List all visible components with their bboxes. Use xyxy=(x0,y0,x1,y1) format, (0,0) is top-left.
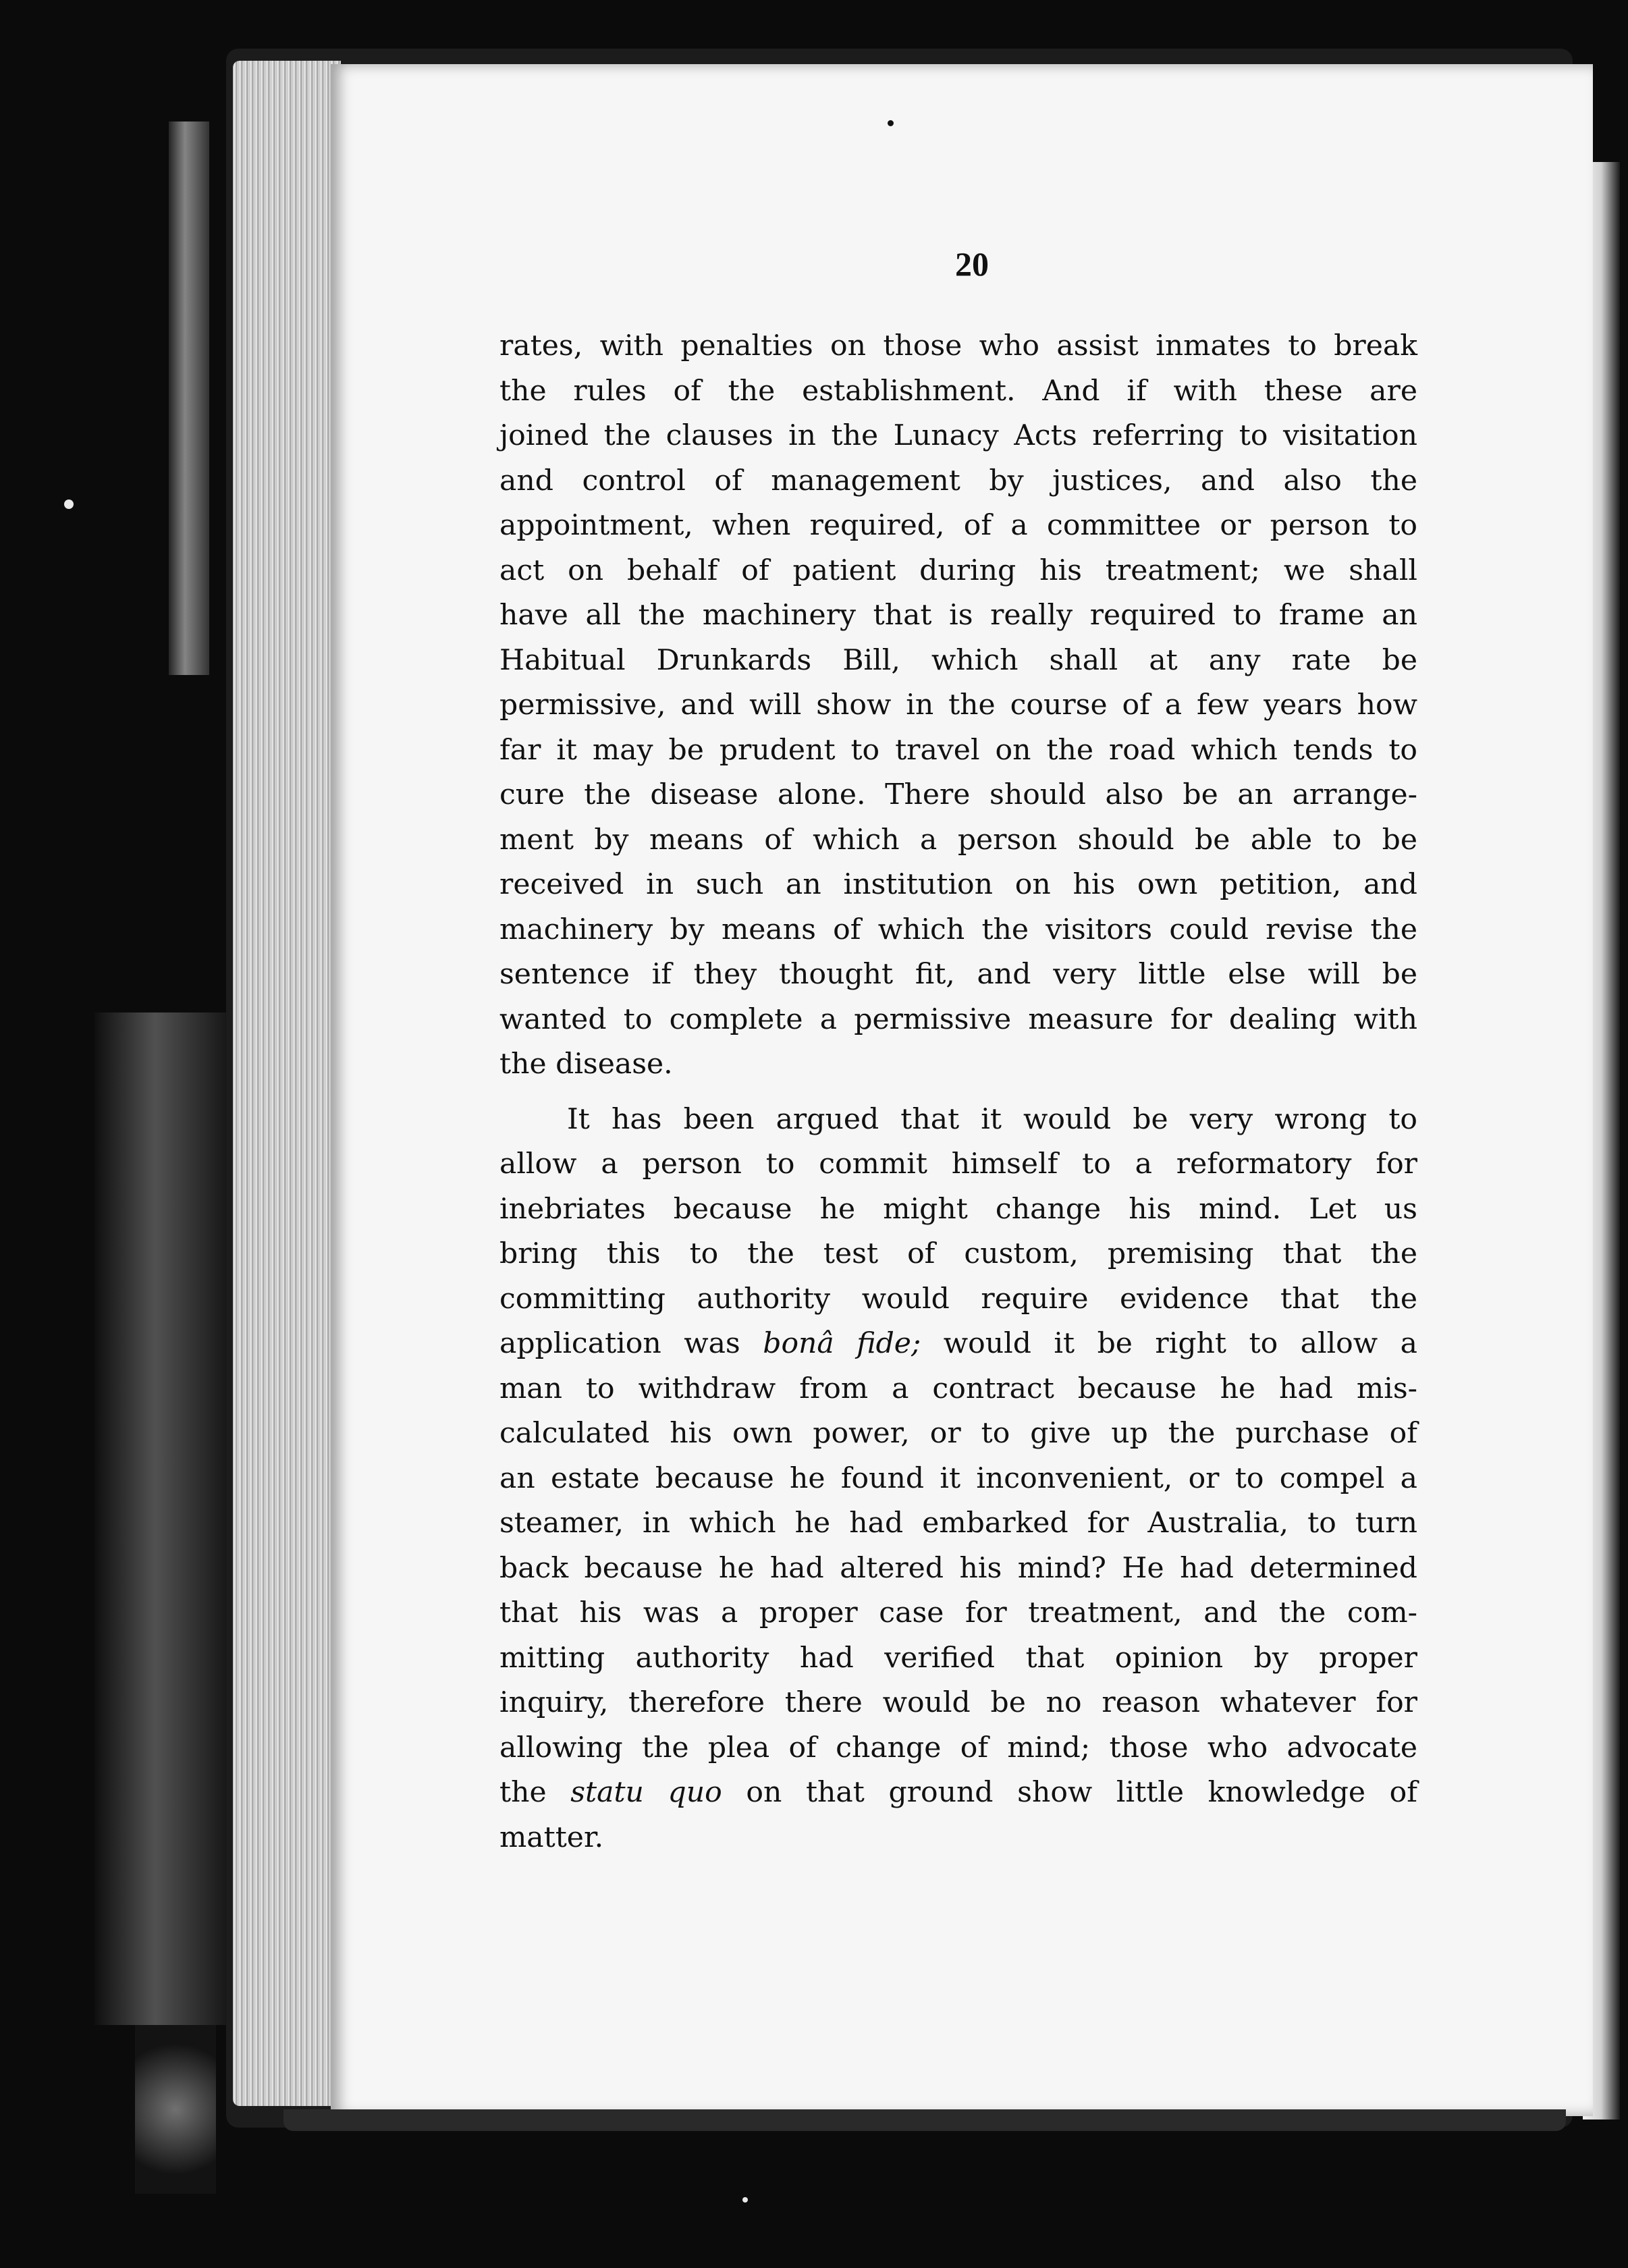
text-line xyxy=(499,639,1417,684)
text-segment: inebriates because he might change his mind. Let us xyxy=(499,1192,1417,1226)
text-segment: permissive, and will show in the course of a few years how xyxy=(499,688,1417,722)
dust-speck xyxy=(742,2197,748,2203)
dust-speck xyxy=(64,500,74,509)
text-segment: the xyxy=(499,1776,571,1809)
text-segment: steamer, in which he had embarked for Australia, to turn xyxy=(499,1507,1417,1540)
text-line xyxy=(499,549,1417,594)
text-segment: inquiry, therefore there would be no reason whatever for xyxy=(499,1686,1417,1719)
paragraph xyxy=(499,324,1417,1087)
text-segment: sentence if they thought fit, and very little else will be xyxy=(499,958,1417,991)
text-line xyxy=(499,1322,1417,1367)
torn-paper-fragment xyxy=(94,1013,229,2025)
text-line xyxy=(499,1726,1417,1771)
torn-paper-fragment xyxy=(169,122,209,675)
body-text xyxy=(499,324,1417,1860)
text-line xyxy=(499,504,1417,549)
text-line xyxy=(499,369,1417,414)
text-segment: would it be right to allow a xyxy=(921,1327,1417,1360)
text-segment: matter. xyxy=(499,1820,604,1854)
text-segment: application was xyxy=(499,1327,763,1360)
page-edges xyxy=(233,61,341,2106)
italic-phrase: bonâ fide; xyxy=(763,1327,921,1360)
text-line xyxy=(499,1232,1417,1277)
text-segment: received in such an institution on his own petition, and xyxy=(499,868,1417,901)
book-bottom-edge xyxy=(283,2109,1566,2131)
text-line xyxy=(499,324,1417,369)
text-segment: back because he had altered his mind? He had determined xyxy=(499,1551,1417,1585)
text-line xyxy=(499,1042,1417,1087)
text-line xyxy=(499,818,1417,863)
text-line xyxy=(499,998,1417,1043)
text-line xyxy=(499,414,1417,459)
text-segment: allow a person to commit himself to a reformatory for xyxy=(499,1148,1417,1181)
text-segment: the rules of the establishment. And if with these are xyxy=(499,374,1417,408)
text-line xyxy=(499,1771,1417,1816)
text-line xyxy=(499,1367,1417,1412)
text-segment: committing authority would require evidence that the xyxy=(499,1282,1417,1316)
text-line xyxy=(499,683,1417,728)
text-segment: mitting authority had verified that opinion by proper xyxy=(499,1641,1417,1675)
text-segment: cure the disease alone. There should also be an arrange- xyxy=(499,778,1417,811)
text-line xyxy=(499,1546,1417,1592)
text-line xyxy=(499,1187,1417,1233)
text-segment: rates, with penalties on those who assist inmates to break xyxy=(499,329,1417,362)
text-line xyxy=(499,1636,1417,1681)
text-line xyxy=(499,863,1417,908)
text-line xyxy=(499,773,1417,818)
text-segment: have all the machinery that is really required to frame an xyxy=(499,599,1417,632)
text-line xyxy=(499,1411,1417,1457)
text-segment: wanted to complete a permissive measure for dealing with xyxy=(499,1002,1417,1036)
text-segment: that his was a proper case for treatment, and the com- xyxy=(499,1596,1417,1629)
text-line xyxy=(499,1457,1417,1502)
text-segment: machinery by means of which the visitors could revise the xyxy=(499,913,1417,946)
ink-speck xyxy=(888,120,894,126)
text-segment: the disease. xyxy=(499,1048,673,1081)
text-segment: It has been argued that it would be very wrong to xyxy=(567,1102,1417,1136)
text-line xyxy=(499,459,1417,504)
torn-paper-fragment xyxy=(135,2025,216,2194)
text-segment: allowing the plea of change of mind; those who advocate xyxy=(499,1731,1417,1764)
text-segment: on that ground show little knowledge of xyxy=(722,1776,1417,1809)
text-line xyxy=(499,1591,1417,1636)
text-segment: man to withdraw from a contract because he had mis- xyxy=(499,1372,1417,1405)
text-line xyxy=(499,1277,1417,1322)
text-line xyxy=(499,593,1417,639)
paragraph xyxy=(499,1098,1417,1861)
text-segment: appointment, when required, of a committee or person to xyxy=(499,509,1417,542)
text-segment: joined the clauses in the Lunacy Acts referring to visitation xyxy=(499,419,1417,452)
italic-phrase: statu quo xyxy=(570,1776,722,1809)
text-line xyxy=(499,728,1417,774)
text-segment: act on behalf of patient during his treatment; we shall xyxy=(499,554,1417,587)
text-segment: an estate because he found it inconvenient, or to compel a xyxy=(499,1461,1417,1495)
text-segment: bring this to the test of custom, premising that the xyxy=(499,1237,1417,1270)
text-line xyxy=(499,908,1417,953)
text-segment: ment by means of which a person should be able to be xyxy=(499,823,1417,857)
text-segment: Habitual Drunkards Bill, which shall at any rate be xyxy=(499,643,1417,677)
text-line xyxy=(499,1501,1417,1546)
paragraph-gap xyxy=(499,1087,1417,1098)
text-line xyxy=(499,952,1417,998)
text-line xyxy=(499,1142,1417,1187)
text-segment: far it may be prudent to travel on the road which tends to xyxy=(499,733,1417,767)
text-line xyxy=(499,1098,1417,1143)
text-segment: and control of management by justices, and also the xyxy=(499,464,1417,497)
text-line xyxy=(499,1681,1417,1726)
text-segment: calculated his own power, or to give up the purchase of xyxy=(499,1417,1417,1450)
page-number: 20 xyxy=(955,245,989,283)
text-line xyxy=(499,1816,1417,1861)
